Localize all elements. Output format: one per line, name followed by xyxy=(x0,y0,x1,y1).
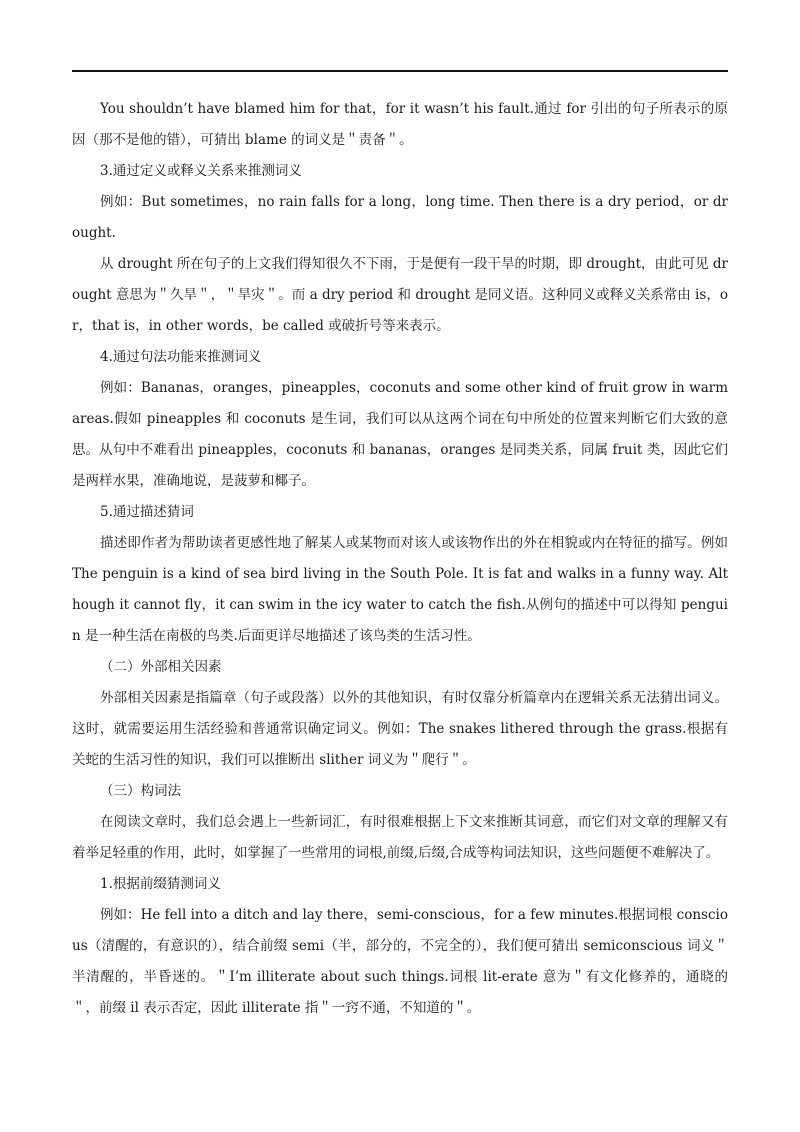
paragraph-snake-example: 外部相关因素是指篇章（句子或段落）以外的其他知识，有时仅靠分析篇章内在逻辑关系无法猜出词义。这时，就需要运用生活经验和普通常识确定词义。例如：The snakes lithered through the grass.根据有关蛇的生活习性的知识，我们可以推断出 slither 词义为＂爬行＂。 xyxy=(72,690,728,768)
paragraph-fruit-example: 例如：Bananas，oranges，pineapples，coconuts and some other kind of fruit grow in warm areas.假如 pineapples 和 coconuts 是生词，我们可以从这两个词在句中所处的位置来判断它们大致的意思。从句中不难看出 pineapples，coconuts 和 bananas，oranges 是同类关系，同属 fruit 类，因此它们是两样水果，准确地说，是菠萝和椰子。 xyxy=(72,380,728,489)
heading-definition: 3.通过定义或释义关系来推测词义 xyxy=(100,163,302,179)
paragraph-drought-explanation: 从 drought 所在句子的上文我们得知很久不下雨，于是便有一段干旱的时期，即 drought，由此可见 drought 意思为＂久旱＂，＂旱灾＂。而 a dry period 和 drought 是同义语。这种同义或释义关系常由 is，or，that is，in other words，be called 或破折号等来表示。 xyxy=(72,256,728,334)
paragraph-blame-example: You shouldn’t have blamed him for that，for it wasn’t his fault.通过 for 引出的句子所表示的原因（那不是他的错），可猜出 blame 的词义是＂责备＂。 xyxy=(72,101,728,148)
paragraph-word-formation: 在阅读文章时，我们总会遇上一些新词汇，有时很难根据上下文来推断其词意，而它们对文章的理解又有着举足轻重的作用，此时，如掌握了一些常用的词根,前缀,后缀,合成等构词法知识，这些问题便不难解决了。 xyxy=(72,814,728,861)
paragraph-prefix-example: 例如：He fell into a ditch and lay there，semi-conscious，for a few minutes.根据词根 conscious（清醒的，有意识的），结合前缀 semi（半，部分的，不完全的），我们便可猜出 semiconscious 词义＂半清醒的，半昏迷的。＂I’m illiterate about such things.词根 lit-erate 意为＂有文化修养的，通晓的＂，前缀 il 表示否定，因此 illiterate 指＂一窍不通，不知道的＂。 xyxy=(72,907,728,1016)
heading-syntax: 4.通过句法功能来推测词义 xyxy=(100,349,262,365)
paragraph-drought-example: 例如：But sometimes，no rain falls for a long，long time. Then there is a dry period，or drought. xyxy=(72,194,728,241)
heading-word-formation: （三）构词法 xyxy=(100,783,181,799)
header-rule xyxy=(72,70,728,72)
heading-description: 5.通过描述猜词 xyxy=(100,504,194,520)
paragraph-penguin-example: 描述即作者为帮助读者更感性地了解某人或某物而对该人或该物作出的外在相貌或内在特征的描写。例如 The penguin is a kind of sea bird living in the South Pole. It is fat and walks in a funny way. Although it cannot fly，it can swim in the icy water to catch the fish.从例句的描述中可以得知 penguin 是一种生活在南极的鸟类.后面更详尽地描述了该鸟类的生活习性。 xyxy=(72,535,728,644)
heading-external-factors: （二）外部相关因素 xyxy=(100,659,222,675)
heading-prefix: 1.根据前缀猜测词义 xyxy=(100,876,221,892)
document-body xyxy=(72,94,728,1024)
